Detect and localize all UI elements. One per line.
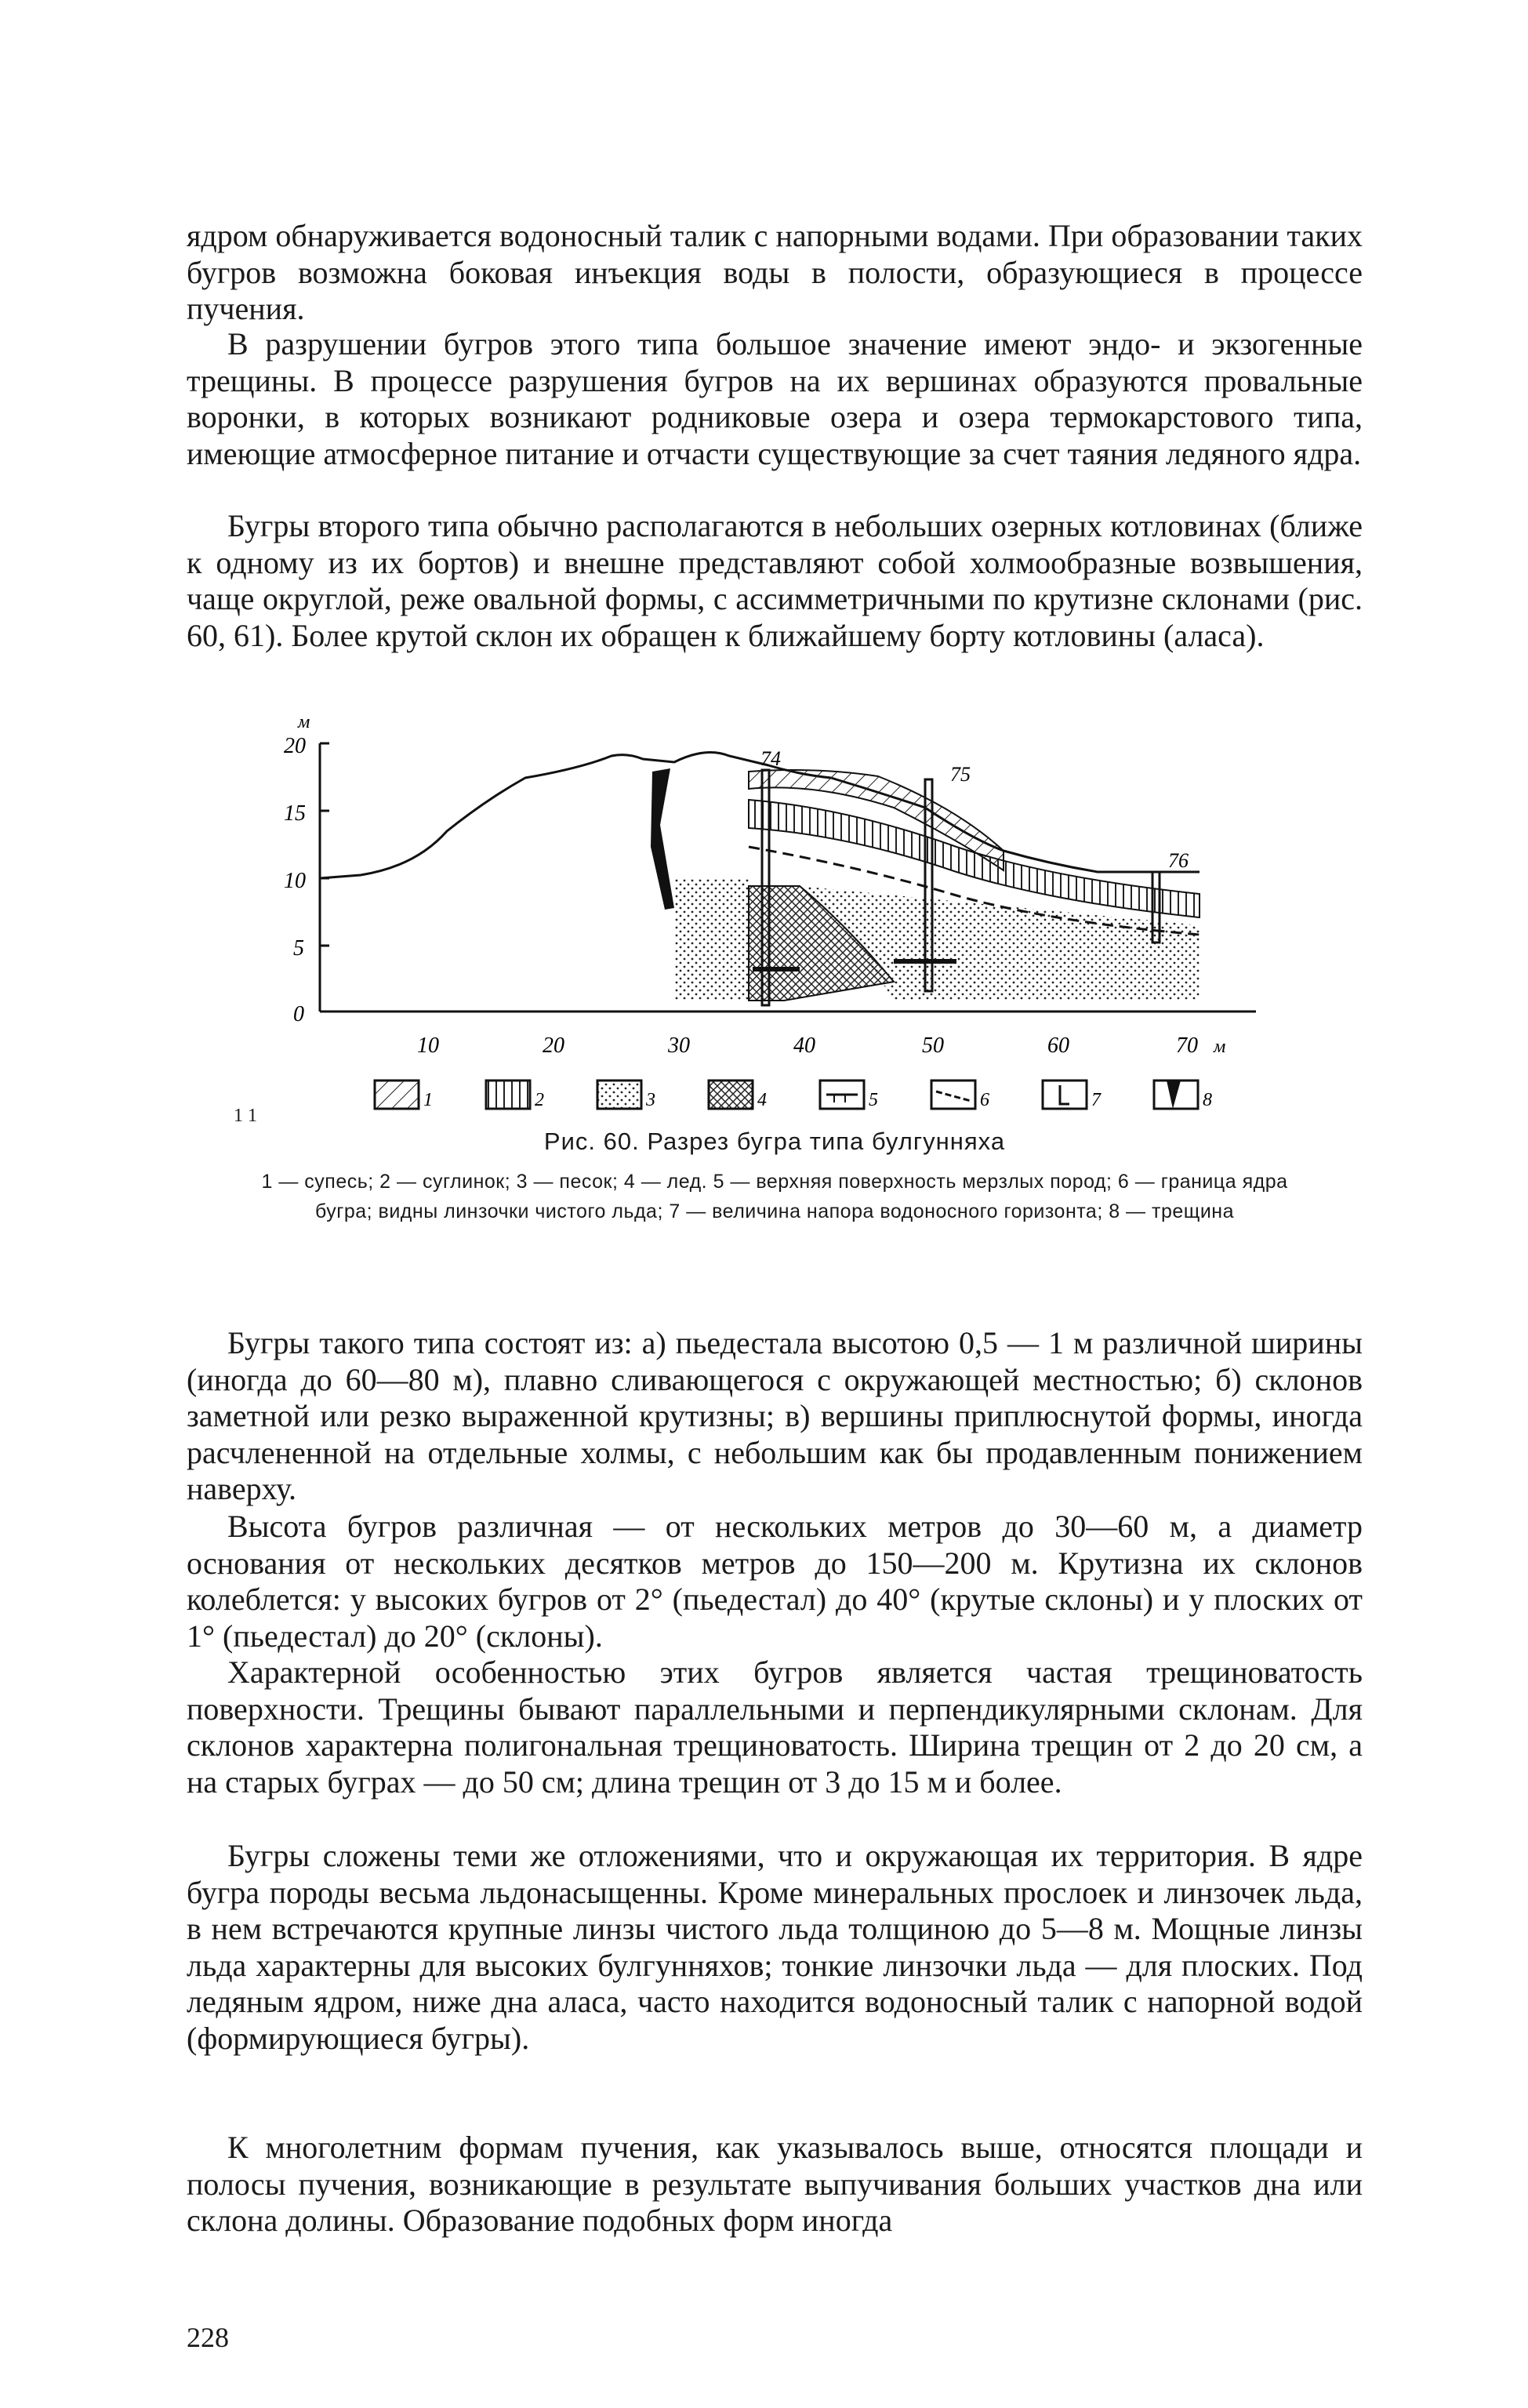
legend-number: 5: [869, 1090, 878, 1110]
figure-caption-title: Рис. 60. Разрез бугра типа булгунняха: [543, 1128, 1006, 1155]
x-axis-unit: м: [1214, 1037, 1226, 1057]
stray-mark: 1 1: [234, 1106, 257, 1126]
paragraph-3: Бугры второго типа обычно располагаются в небольших озерных котловинах (ближе к одному из их бортов) и внешне представляют собой холмообразные возвышения, чаще округлой, реже овальной формы, с ассимметричными по крутизне склонами (рис. 60, 61). Более крутой склон их обращен к ближайшему борту котловины (аласа).: [187, 508, 1363, 653]
legend-swatch-loam: [486, 1081, 530, 1109]
legend-swatch-sand: [597, 1081, 641, 1109]
y-tick-label: 5: [293, 936, 304, 961]
legend: [375, 1081, 1212, 1110]
ice-wedge: [651, 768, 674, 910]
y-tick-label: 10: [284, 869, 306, 893]
paragraph-6: Характерной особенностью этих бугров является частая трещиноватость поверхности. Трещины бывают параллельными и перпендикулярными склонам. Для склонов характерна полигональная трещиноватость. Ширина трещин от 2 до 20 см, а на старых буграх — до 50 см; длина трещин от 3 до 15 м и более.: [187, 1654, 1363, 1800]
page-number: 228: [187, 2322, 229, 2353]
x-tick-label: 50: [922, 1033, 944, 1058]
x-tick-label: 20: [543, 1033, 564, 1058]
well-label: 74: [760, 747, 781, 770]
legend-number: 2: [535, 1090, 544, 1110]
paragraph-8: К многолетним формам пучения, как указывалось выше, относятся площади и полосы пучения, возникающие в результате выпучивания больших участков дна или склона долины. Образование подобных форм иногда: [187, 2130, 1363, 2238]
x-tick-label: 30: [668, 1033, 690, 1058]
x-tick-label: 40: [793, 1033, 815, 1058]
x-tick-label: 60: [1047, 1033, 1069, 1058]
paragraph-5: Высота бугров различная — от нескольких метров до 30—60 м, а диаметр основания от нескольких десятков метров до 150—200 м. Крутизна их склонов колеблется: у высоких бугров от 2° (пьедестал) до 40° (крутые склоны) и у плоских от 1° (пьедестал) до 20° (склоны).: [187, 1509, 1363, 1654]
legend-number: 8: [1203, 1090, 1212, 1110]
figure-caption-legend: 1 — супесь; 2 — суглинок; 3 — песок; 4 — лед. 5 — верхняя поверхность мерзлых пород; 6 — граница ядра бугра; видны линзочки чистого льда; 7 — величина напора водоносного горизонта; 8 — трещина: [261, 1171, 1288, 1222]
y-tick-label: 20: [284, 734, 306, 758]
paragraph-7: Бугры сложены теми же отложениями, что и окружающая их территория. В ядре бугра породы весьма льдонасыщенны. Кроме минеральных прослоек и линзочек льда, в нем встречаются крупные линзы чистого льда толщиною до 5—8 м. Мощные линзы льда характерны для высоких булгунняхов; тонкие линзочки льда — для плоских. Под ледяным ядром, ниже дна аласа, часто находится водоносный талик с напорной водой (формирующиеся бугры).: [187, 1838, 1363, 2056]
legend-number: 3: [646, 1090, 655, 1110]
legend-swatch-ice: [709, 1081, 753, 1109]
cross-section-figure: [251, 690, 1270, 1176]
paragraph-2: В разрушении бугров этого типа большое значение имеют эндо- и экзогенные трещины. В процессе разрушения бугров на их вершинах образуются провальные воронки, в которых возникают родниковые озера и озера термокарстового типа, имеющие атмосферное питание и отчасти существующие за счет таяния ледяного ядра.: [187, 326, 1363, 471]
paragraph-1: ядром обнаруживается водоносный талик с напорными водами. При образовании таких бугров возможна боковая инъекция воды в полости, образующиеся в процессе пучения.: [187, 218, 1363, 326]
well-label: 75: [950, 763, 971, 786]
x-tick-label: 70: [1176, 1033, 1198, 1058]
y-tick-label: 15: [284, 801, 306, 826]
legend-number: 7: [1091, 1090, 1101, 1110]
x-tick-label: 10: [417, 1033, 439, 1058]
paragraph-4: Бугры такого типа состоят из: а) пьедестала высотою 0,5 — 1 м различной ширины (иногда до 60—80 м), плавно сливающегося с окружающей местностью; б) склонов заметной или резко выраженной крутизны; в) вершины приплюснутой формы, иногда расчлененной на отдельные холмы, с небольшим как бы продавленным понижением наверху.: [187, 1325, 1363, 1506]
legend-number: 6: [980, 1090, 989, 1110]
well-label: 76: [1168, 849, 1189, 872]
y-axis-unit: м: [298, 712, 310, 732]
legend-swatch-sandy-loam: [375, 1081, 419, 1109]
legend-swatch-core-boundary: [931, 1081, 975, 1109]
legend-number: 1: [423, 1090, 433, 1110]
y-tick-label: 0: [293, 1002, 304, 1026]
legend-number: 4: [757, 1090, 767, 1110]
